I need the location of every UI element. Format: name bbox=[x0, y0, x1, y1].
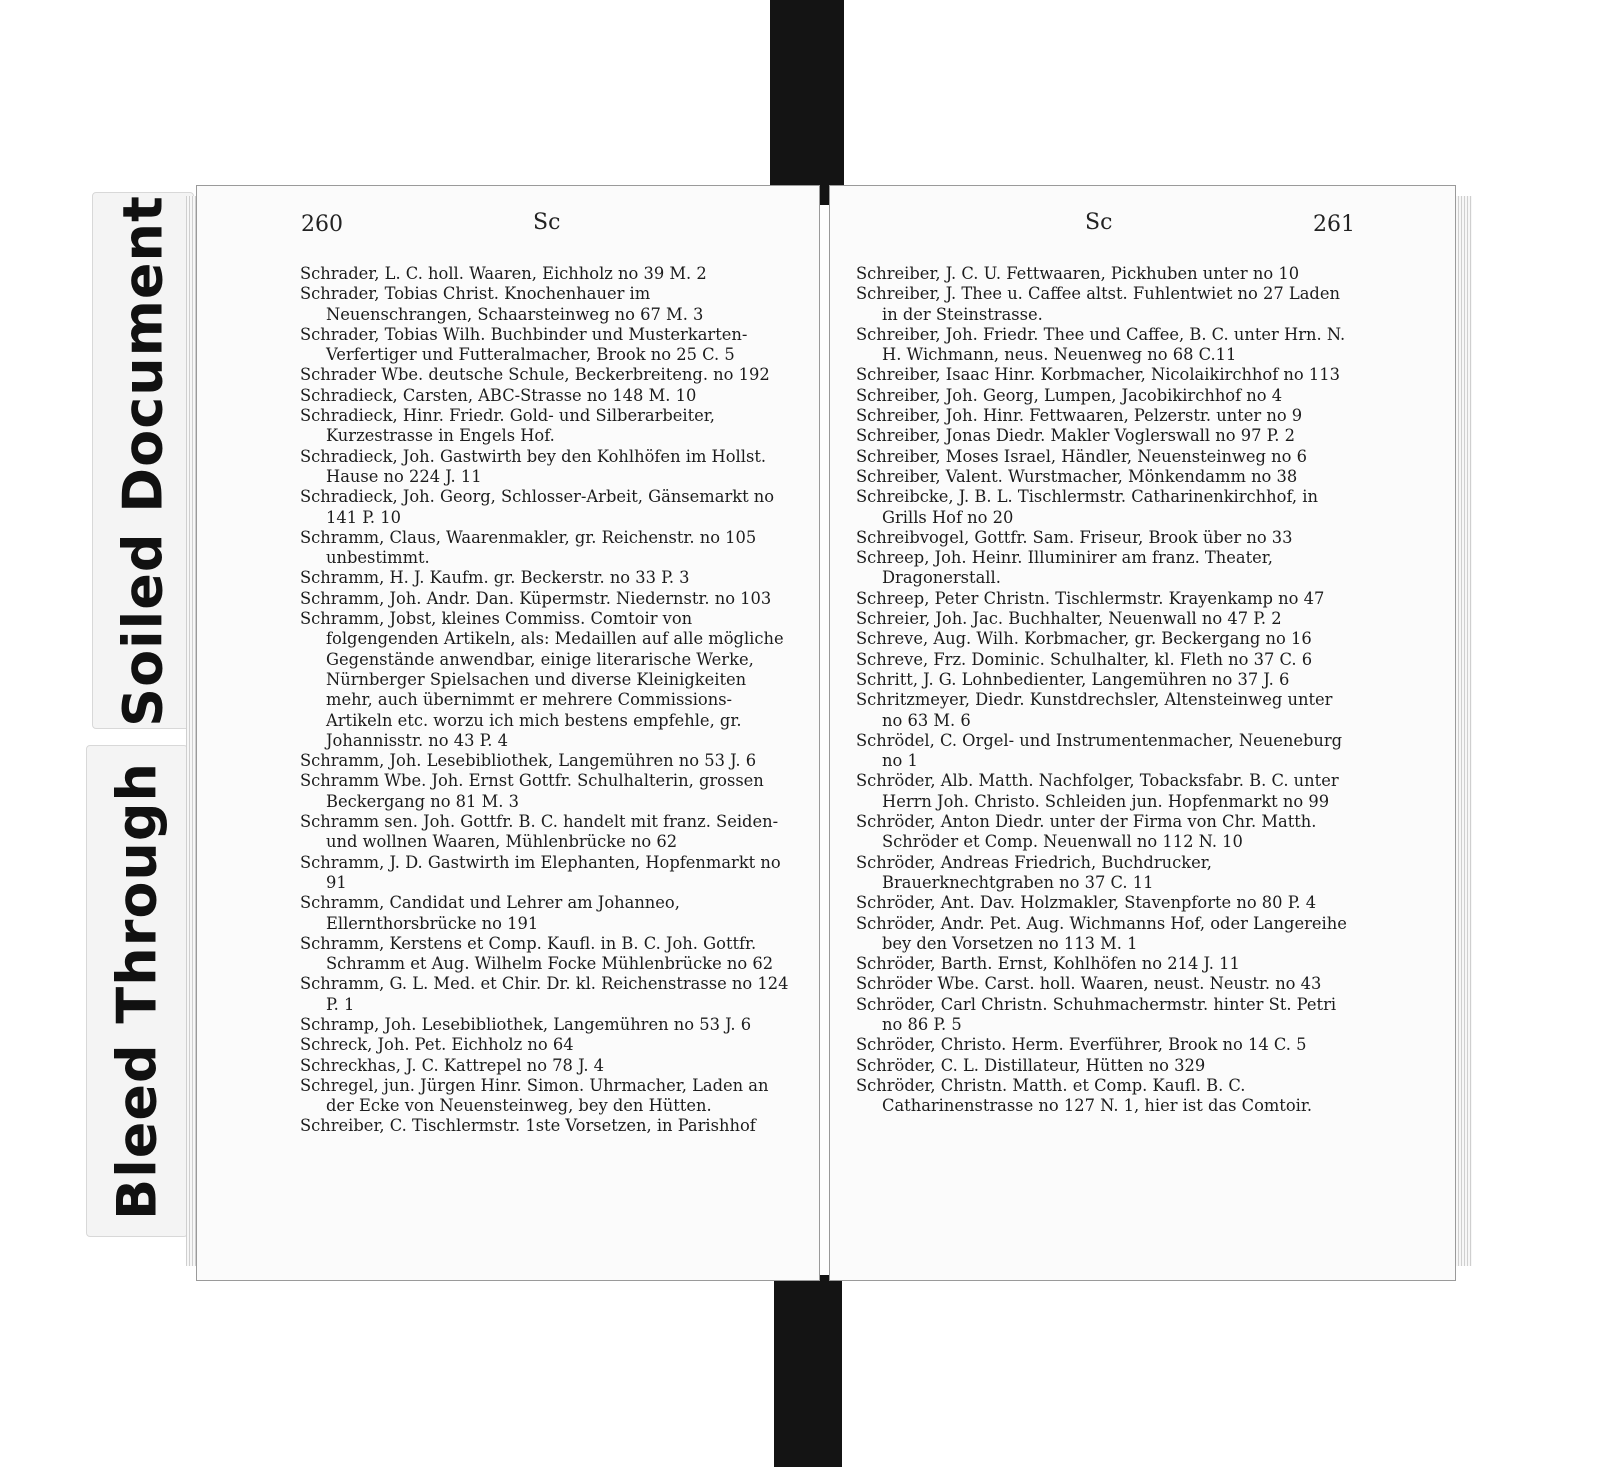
directory-entry: Schramm, Claus, Waarenmakler, gr. Reichenstr. no 105 unbestimmt. bbox=[300, 527, 757, 568]
directory-entry: Schreiber, Valent. Wurstmacher, Mönkendamm no 38 bbox=[856, 466, 1298, 486]
binding-spine-bottom bbox=[774, 1275, 842, 1467]
directory-entry: Schritzmeyer, Diedr. Kunstdrechsler, Altensteinweg unter no 63 M. 6 bbox=[856, 690, 1333, 730]
directory-entry: Schramm, J. D. Gastwirth im Elephanten, Hopfenmarkt no 91 bbox=[300, 852, 781, 892]
directory-entry: Schreiber, J. Thee u. Caffee altst. Fuhlentwiet no 27 Laden in der Steinstrasse. bbox=[856, 284, 1340, 324]
right-page-edges bbox=[1452, 196, 1472, 1266]
right-entry-list bbox=[856, 264, 1348, 1116]
left-page-header: Sc bbox=[533, 210, 561, 235]
directory-entry: Schritt, J. G. Lohnbedienter, Langemühren no 37 J. 6 bbox=[856, 669, 1290, 689]
binding-spine-top bbox=[770, 0, 844, 205]
directory-entry: Schröder Wbe. Carst. holl. Waaren, neust. Neustr. no 43 bbox=[856, 974, 1322, 994]
directory-entry: Schrader, L. C. holl. Waaren, Eichholz no 39 M. 2 bbox=[300, 264, 707, 283]
directory-entry: Schrader, Tobias Christ. Knochenhauer im Neuenschrangen, Schaarsteinweg no 67 M. 3 bbox=[300, 284, 704, 324]
directory-entry: Schreck, Joh. Pet. Eichholz no 64 bbox=[300, 1035, 574, 1055]
directory-entry: Schröder, Christo. Herm. Everführer, Brook no 14 C. 5 bbox=[856, 1035, 1307, 1055]
directory-entry: Schröder, Anton Diedr. unter der Firma von Chr. Matth. Schröder et Comp. Neuenwall no 112 N. 10 bbox=[856, 812, 1317, 852]
directory-entry: Schramm, G. L. Med. et Chir. Dr. kl. Reichenstrasse no 124 P. 1 bbox=[300, 974, 789, 1014]
directory-entry: Schreiber, Joh. Georg, Lumpen, Jacobikirchhof no 4 bbox=[856, 385, 1283, 405]
directory-entry: Schreiber, J. C. U. Fettwaaren, Pickhuben unter no 10 bbox=[856, 264, 1300, 283]
directory-entry: Schröder, Christn. Matth. et Comp. Kaufl. B. C. Catharinenstrasse no 127 N. 1, hier ist das Comtoir. bbox=[856, 1075, 1313, 1116]
left-entry-list bbox=[300, 264, 792, 1137]
directory-entry: Schröder, Carl Christn. Schuhmachermstr. hinter St. Petri no 86 P. 5 bbox=[856, 994, 1337, 1034]
bleed-through-tab bbox=[86, 745, 188, 1237]
directory-entry: Schröder, Andr. Pet. Aug. Wichmanns Hof, oder Langereihe bey den Vorsetzen no 113 M. 1 bbox=[856, 913, 1347, 953]
right-page-number: 261 bbox=[1313, 212, 1355, 237]
directory-entry: Schröder, Andreas Friedrich, Buchdrucker, Brauerknechtgraben no 37 C. 11 bbox=[856, 852, 1212, 892]
directory-entry: Schreiber, Isaac Hinr. Korbmacher, Nicolaikirchhof no 113 bbox=[856, 365, 1340, 385]
directory-entry: Schradieck, Carsten, ABC-Strasse no 148 M. 10 bbox=[300, 385, 697, 405]
directory-entry: Schröder, Ant. Dav. Holzmakler, Stavenpforte no 80 P. 4 bbox=[856, 893, 1317, 913]
directory-entry: Schramm, Joh. Lesebibliothek, Langemühren no 53 J. 6 bbox=[300, 751, 757, 771]
directory-entry: Schreep, Peter Christn. Tischlermstr. Krayenkamp no 47 bbox=[856, 588, 1325, 608]
directory-entry: Schrader Wbe. deutsche Schule, Beckerbreiteng. no 192 bbox=[300, 365, 770, 385]
directory-entry: Schreve, Aug. Wilh. Korbmacher, gr. Beckergang no 16 bbox=[856, 629, 1312, 649]
directory-entry: Schramm, Jobst, kleines Commiss. Comtoir von folgengenden Artikeln, als: Medaillen auf alle mögliche Gegenstände anwendbar, einige literarische Werke, Nürnberger Spielsachen und diverse Kleinigkeiten mehr, auch übernimmt er mehrere Commissions-Artikeln etc. worzu ich mich bestens empfehle, gr. Johannisstr. no 43 P. 4 bbox=[300, 609, 784, 750]
directory-entry: Schramp, Joh. Lesebibliothek, Langemühren no 53 J. 6 bbox=[300, 1014, 752, 1034]
soiled-document-label: Soiled Document bbox=[111, 194, 175, 727]
directory-entry: Schröder, Barth. Ernst, Kohlhöfen no 214 J. 11 bbox=[856, 954, 1240, 974]
directory-entry: Schrödel, C. Orgel- und Instrumentenmacher, Neueneburg no 1 bbox=[856, 730, 1343, 771]
directory-entry: Schramm Wbe. Joh. Ernst Gottfr. Schulhalterin, grossen Beckergang no 81 M. 3 bbox=[300, 771, 764, 811]
directory-entry: Schröder, C. L. Distillateur, Hütten no 329 bbox=[856, 1055, 1206, 1075]
directory-entry: Schreibcke, J. B. L. Tischlermstr. Catharinenkirchhof, in Grills Hof no 20 bbox=[856, 487, 1318, 527]
directory-entry: Schreep, Joh. Heinr. Illuminirer am franz. Theater, Dragonerstall. bbox=[856, 548, 1273, 588]
directory-entry: Schreiber, Jonas Diedr. Makler Voglerswall no 97 P. 2 bbox=[856, 426, 1295, 446]
directory-entry: Schreiber, Moses Israel, Händler, Neuensteinweg no 6 bbox=[856, 446, 1307, 466]
directory-entry: Schreiber, C. Tischlermstr. 1ste Vorsetzen, in Parishhof bbox=[300, 1116, 756, 1136]
directory-entry: Schramm, Kerstens et Comp. Kaufl. in B. C. Joh. Gottfr. Schramm et Aug. Wilhelm Focke Mühlenbrücke no 62 bbox=[300, 933, 774, 974]
directory-entry: Schramm sen. Joh. Gottfr. B. C. handelt mit franz. Seiden- und wollnen Waaren, Mühlenbrücke no 62 bbox=[300, 812, 779, 852]
left-page bbox=[197, 186, 819, 1280]
directory-entry: Schramm, H. J. Kaufm. gr. Beckerstr. no 33 P. 3 bbox=[300, 568, 690, 588]
directory-entry: Schreckhas, J. C. Kattrepel no 78 J. 4 bbox=[300, 1055, 605, 1075]
right-page bbox=[830, 186, 1455, 1280]
left-page-number: 260 bbox=[301, 212, 343, 237]
directory-entry: Schreiber, Joh. Friedr. Thee und Caffee, B. C. unter Hrn. N. H. Wichmann, neus. Neuenweg no 68 C.11 bbox=[856, 324, 1346, 365]
directory-entry: Schrader, Tobias Wilh. Buchbinder und Musterkarten-Verfertiger und Futteralmacher, Brook no 25 C. 5 bbox=[300, 324, 748, 365]
directory-entry: Schreiber, Joh. Hinr. Fettwaaren, Pelzerstr. unter no 9 bbox=[856, 406, 1303, 426]
right-page-header: Sc bbox=[1085, 210, 1113, 235]
directory-entry: Schregel, jun. Jürgen Hinr. Simon. Uhrmacher, Laden an der Ecke von Neuensteinweg, bey den Hütten. bbox=[300, 1075, 769, 1116]
directory-entry: Schreier, Joh. Jac. Buchhalter, Neuenwall no 47 P. 2 bbox=[856, 609, 1282, 629]
directory-entry: Schradieck, Hinr. Friedr. Gold- und Silberarbeiter, Kurzestrasse in Engels Hof. bbox=[300, 406, 715, 446]
directory-entry: Schramm, Joh. Andr. Dan. Küpermstr. Niedernstr. no 103 bbox=[300, 588, 772, 608]
directory-entry: Schreve, Frz. Dominic. Schulhalter, kl. Fleth no 37 C. 6 bbox=[856, 649, 1313, 669]
directory-entry: Schradieck, Joh. Gastwirth bey den Kohlhöfen im Hollst. Hause no 224 J. 11 bbox=[300, 446, 767, 486]
directory-entry: Schreibvogel, Gottfr. Sam. Friseur, Brook über no 33 bbox=[856, 527, 1293, 547]
soiled-document-tab bbox=[92, 192, 194, 729]
directory-entry: Schradieck, Joh. Georg, Schlosser-Arbeit, Gänsemarkt no 141 P. 10 bbox=[300, 487, 775, 527]
bleed-through-label: Bleed Through bbox=[105, 762, 169, 1220]
directory-entry: Schramm, Candidat und Lehrer am Johanneo, Ellernthorsbrücke no 191 bbox=[300, 893, 680, 933]
directory-entry: Schröder, Alb. Matth. Nachfolger, Tobacksfabr. B. C. unter Herrn Joh. Christo. Schleiden jun. Hopfenmarkt no 99 bbox=[856, 771, 1339, 811]
